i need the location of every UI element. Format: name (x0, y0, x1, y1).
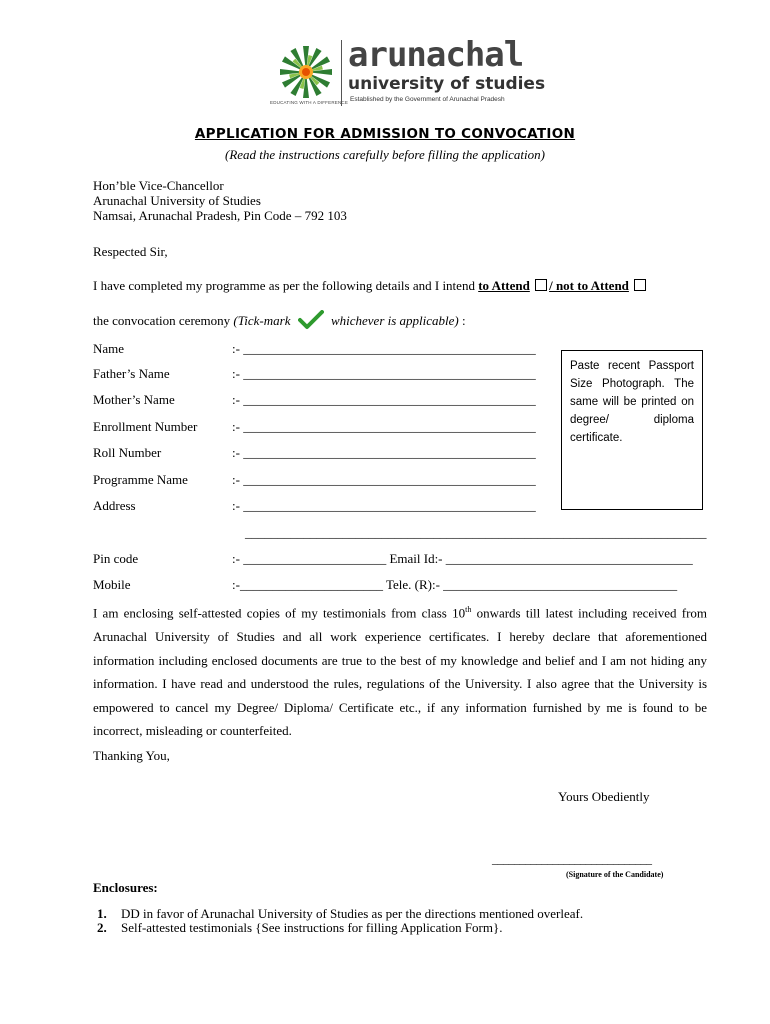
field-input-mobile-tele[interactable]: :-______________________ Tele. (R):- ____________________________________ (232, 577, 678, 592)
not-attend-option-label: / not to Attend (549, 278, 629, 293)
field-label-mobile: Mobile (93, 577, 131, 592)
tick-mark-instruction-end: whichever is applicable) (330, 313, 459, 328)
field-input-enrollment-number[interactable] (232, 419, 536, 435)
enclosure-item: Self-attested testimonials {See instructions for filling Application Form}. (121, 920, 503, 935)
field-input-pin-email[interactable]: :- ______________________ Email Id:- ______________________________________ (232, 551, 693, 566)
field-label-mother-name: Mother’s Name (93, 392, 175, 407)
field-line: _____________________________________________ (243, 498, 536, 513)
declaration-text-b: onwards till latest including received from Arunachal University of Studies and all work experience certificates. I hereby declare that aforementioned information including enclosed documents are true to the best of my knowledge and belief and I am not hiding any information. I have read and understood the rules, regulations of the University. I also agree that the University is empowered to cancel my Degree/ Diploma/ Certificate etc., if any information furnished by me is found to be incorrect, misleading or counterfeited. (93, 605, 708, 739)
intro-text-2: the convocation ceremony (93, 313, 231, 328)
logo-subtitle: university of studies (348, 74, 546, 94)
field-line: _____________________________________________ (243, 341, 536, 356)
tick-mark-icon (298, 310, 324, 330)
enclosures-title: Enclosures: (93, 880, 158, 895)
salutation: Respected Sir, (93, 244, 168, 259)
field-label-enrollment-number: Enrollment Number (93, 419, 198, 434)
university-logo-emblem (274, 42, 338, 100)
signature-line[interactable]: _____________________________ (492, 852, 652, 866)
field-input-address[interactable] (232, 498, 536, 514)
attend-checkbox[interactable] (535, 279, 547, 291)
logo-title: arunachal (348, 35, 524, 75)
field-input-father-name[interactable] (232, 366, 536, 382)
field-line: _____________________________________________ (243, 445, 536, 460)
field-separator: :- (232, 498, 240, 513)
addressee-line: Arunachal University of Studies (93, 193, 261, 208)
field-separator: :- (232, 392, 240, 407)
signature-label: (Signature of the Candidate) (566, 870, 664, 879)
passport-photo-box (561, 350, 703, 510)
field-line: _____________________________________________ (243, 366, 536, 381)
form-title: APPLICATION FOR ADMISSION TO CONVOCATION (194, 126, 576, 142)
field-line: _____________________________________________ (243, 419, 536, 434)
field-separator: :- (232, 472, 240, 487)
attend-option-label: to Attend (478, 278, 530, 293)
addressee-line: Namsai, Arunachal Pradesh, Pin Code – 792 103 (93, 208, 347, 223)
intro-line (93, 278, 648, 294)
logo-divider (341, 40, 342, 106)
declaration-sup: th (465, 605, 472, 614)
enclosure-item: DD in favor of Arunachal University of Studies as per the directions mentioned overleaf. (121, 906, 584, 921)
field-label-pin-code: Pin code (93, 551, 139, 566)
enclosure-number: 1. (97, 906, 107, 921)
field-input-mother-name[interactable] (232, 392, 536, 408)
tick-mark-instruction: (Tick-mark (233, 313, 291, 328)
field-input-programme-name[interactable] (232, 472, 536, 488)
field-line: _____________________________________________ (243, 392, 536, 407)
declaration-text-a: I am enclosing self-attested copies of my testimonials from class 10 (93, 605, 466, 621)
field-input-name[interactable] (232, 341, 536, 357)
intro-colon: : (458, 313, 466, 328)
form-subtitle: (Read the instructions carefully before filling the application) (224, 147, 545, 162)
field-separator: :- (232, 419, 240, 434)
thanking-text: Thanking You, (93, 748, 170, 763)
photo-instruction: Paste recent Passport Size Photograph. The same will be printed on degree/ diploma certificate. (570, 360, 694, 444)
addressee-line: Hon’ble Vice-Chancellor (93, 178, 224, 193)
field-label-father-name: Father’s Name (93, 366, 170, 381)
field-label-programme-name: Programme Name (93, 472, 188, 487)
field-label-address: Address (93, 498, 136, 513)
closing-text: Yours Obediently (558, 789, 650, 804)
field-label-name: Name (93, 341, 125, 356)
field-separator: :- (232, 366, 240, 381)
intro-line-2 (93, 310, 466, 330)
field-input-address-line-2[interactable]: _______________________________________________________________________ (245, 525, 707, 540)
declaration-paragraph (93, 598, 707, 743)
field-separator: :- (232, 341, 240, 356)
field-input-roll-number[interactable] (232, 445, 536, 461)
logo-established: Established by the Government of Arunachal Pradesh (350, 96, 505, 103)
intro-text: I have completed my programme as per the following details and I intend (93, 278, 475, 293)
logo-tagline: EDUCATING WITH A DIFFERENCE (270, 100, 349, 105)
field-separator: :- (232, 445, 240, 460)
field-line: _____________________________________________ (243, 472, 536, 487)
field-label-roll-number: Roll Number (93, 445, 162, 460)
enclosure-number: 2. (97, 920, 107, 935)
not-attend-checkbox[interactable] (634, 279, 646, 291)
